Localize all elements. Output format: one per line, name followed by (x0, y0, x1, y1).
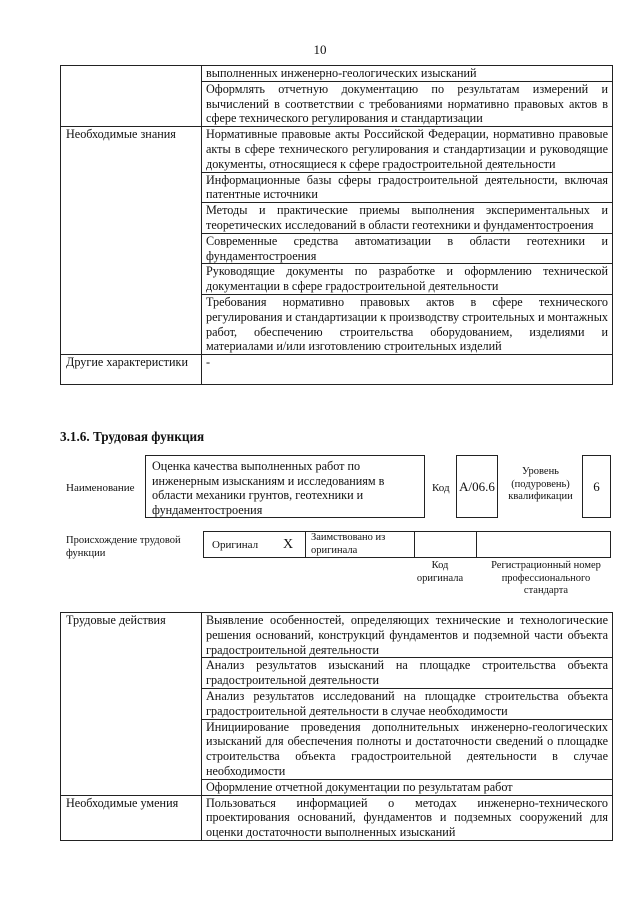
table-cell: выполненных инженерно-геологических изысканий (202, 66, 613, 82)
table-row (61, 795, 613, 840)
table-cell: Оформлять отчетную документацию по результатам измерений и вычислений в соответствии с требованиями нормативно правовых актов в сфере технического регулирования и стандартизации (202, 81, 613, 126)
divider (476, 531, 477, 558)
code-caption: Код оригинала (416, 560, 464, 584)
table-cell: Анализ результатов исследований на площадке строительства объекта градостроительной деятельности в случае необходимости (202, 688, 613, 719)
row-label (61, 66, 202, 127)
borrowed-label: Заимствовано из оригинала (311, 532, 386, 556)
table-cell: Выявление особенностей, определяющих технические и технологические решения оснований, конструкций фундаментов и подземной части объекта градостроительной деятельности (202, 613, 613, 658)
labor-actions-table (60, 612, 613, 841)
row-label: Трудовые действия (61, 613, 202, 796)
name-label: Наименование (66, 482, 135, 494)
divider (305, 531, 306, 558)
table-cell: Руководящие документы по разработке и оформлению технической документации в сфере градостроительной деятельности (202, 264, 613, 295)
table-cell: Пользоваться информацией о методах инженерно-технического проектирования оснований, фундаментов и подземных сооружений для оценки достаточности выполненных изысканий (202, 795, 613, 840)
skills-knowledge-table (60, 65, 613, 385)
table-cell: Анализ результатов изысканий на площадке строительства объекта градостроительной деятельности (202, 658, 613, 689)
table-row (61, 66, 613, 82)
divider (414, 531, 415, 558)
row-label: Необходимые знания (61, 127, 202, 355)
table-row (61, 127, 613, 172)
reg-caption: Регистрационный номер профессионального стандарта (491, 560, 601, 596)
origin-label: Происхождение трудовой функции (66, 535, 181, 559)
table-cell: Требования нормативно правовых актов в сфере технического регулирования и стандартизации к производству строительных и монтажных работ, обеспечению строительства оборудованием, изделиями и материалами и/или изготовлению строительных изделий (202, 294, 613, 354)
original-mark: X (283, 537, 294, 552)
table-cell: Нормативные правовые акты Российской Федерации, нормативно правовые акты в сфере технического регулирования и стандартизации и руководящие документы, относящиеся к сфере градостроительной деятельности (202, 127, 613, 172)
row-label: Необходимые умения (61, 795, 202, 840)
level-label: Уровень (подуровень) квалификации (508, 466, 573, 502)
original-label: Оригинал (212, 539, 259, 551)
table-cell: - (202, 355, 613, 385)
table-cell: Современные средства автоматизации в области геотехники и фундаментостроения (202, 233, 613, 264)
table-cell: Информационные базы сферы градостроительной деятельности, включая патентные источники (202, 172, 613, 203)
row-label: Другие характеристики (61, 355, 202, 385)
table-cell: Оформление отчетной документации по результатам работ (202, 779, 613, 795)
section-title: 3.1.6. Трудовая функция (60, 429, 205, 444)
function-code: А/06.6 (456, 455, 498, 518)
table-cell: Инициирование проведения дополнительных инженерно-геологических изысканий для обеспечения полноты и достаточности сведений о площадке строительства объекта градостроительной деятельности в случае необходимости (202, 719, 613, 779)
table-cell: Методы и практические приемы выполнения экспериментальных и теоретических исследований в области геотехники и фундаментостроения (202, 203, 613, 234)
function-level: 6 (582, 455, 611, 518)
code-label: Код (432, 482, 450, 494)
table-row (61, 355, 613, 385)
page-number: 10 (313, 42, 327, 57)
function-name: Оценка качества выполненных работ по инженерным изысканиям и исследованиям в области механики грунтов, геотехники и фундаментостроения (145, 455, 425, 518)
table-row (61, 613, 613, 658)
